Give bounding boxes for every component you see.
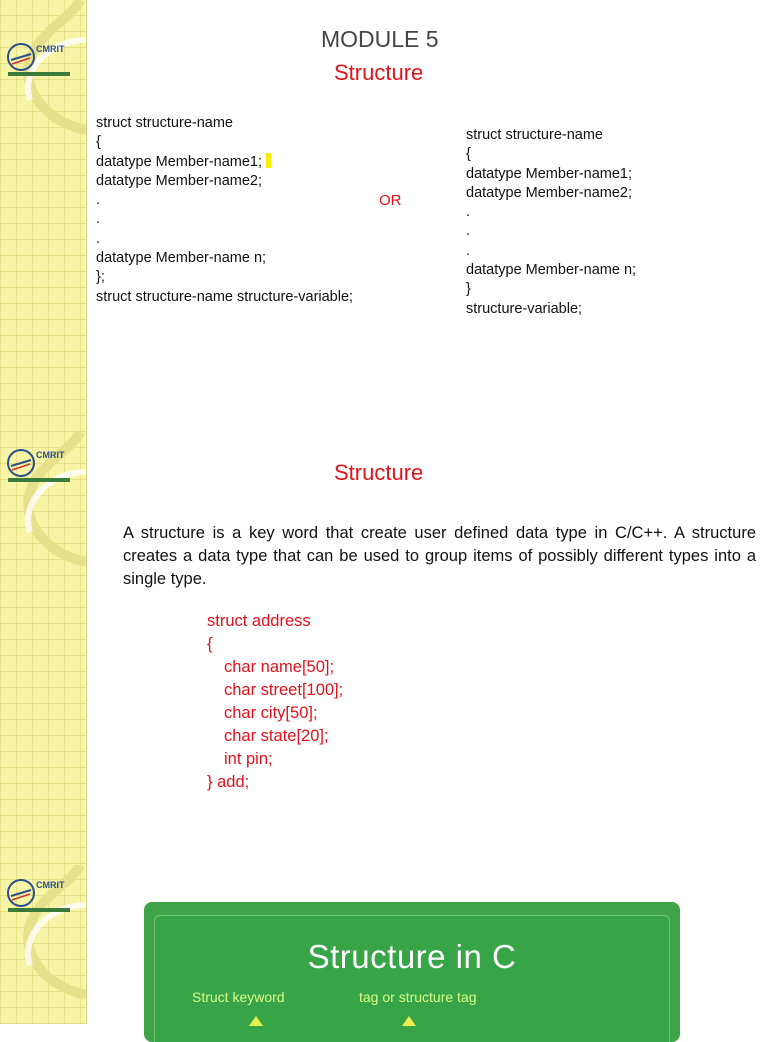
- syntax-line: datatype Member-name1;: [96, 153, 353, 172]
- code-line: int pin;: [224, 750, 273, 768]
- syntax-line: .: [466, 242, 471, 259]
- syntax-line: };: [96, 269, 105, 286]
- logo-text: CMRIT: [36, 450, 65, 460]
- syntax-line: {: [96, 134, 101, 151]
- syntax-line: struct structure-name: [96, 115, 233, 131]
- syntax-line: .: [466, 223, 471, 240]
- logo-emblem-icon: [6, 878, 36, 908]
- sidebar-strip: [0, 0, 87, 1024]
- logo-bar: [8, 478, 70, 482]
- structure-in-c-banner: [144, 902, 680, 1042]
- syntax-line: .: [96, 211, 101, 228]
- banner-label-tag: tag or structure tag: [359, 989, 477, 1005]
- arrow-up-icon: [249, 1016, 263, 1026]
- code-line: char state[20];: [224, 727, 329, 745]
- syntax-line: .: [466, 204, 471, 221]
- college-logo: [6, 42, 70, 76]
- logo-bar: [8, 72, 70, 76]
- syntax-line: datatype Member-name n;: [96, 250, 267, 267]
- or-label: OR: [379, 192, 402, 209]
- syntax-line: .: [96, 230, 101, 247]
- syntax-line: .: [96, 192, 101, 209]
- definition-paragraph: A structure is a key word that create user defined data type in C/C++. A structure creates a data type that can be used to group items of possibly different types into a single type.: [123, 524, 756, 588]
- syntax-left-block: [96, 114, 353, 307]
- code-line: char street[100];: [224, 681, 344, 699]
- text-cursor-highlight: [266, 153, 271, 168]
- syntax-line: datatype Member-name2;: [96, 172, 263, 189]
- logo-emblem-icon: [6, 448, 36, 478]
- logo-text: CMRIT: [36, 880, 65, 890]
- syntax-line: datatype Member-name2;: [466, 184, 633, 201]
- banner-label-keyword: Struct keyword: [192, 989, 285, 1005]
- syntax-line: datatype Member-name n;: [466, 262, 637, 279]
- arrow-up-icon: [402, 1016, 416, 1026]
- section-title: Structure: [334, 460, 424, 485]
- college-logo: [6, 448, 70, 482]
- syntax-right-block: [466, 126, 636, 319]
- logo-emblem-icon: [6, 42, 36, 72]
- module-heading: MODULE 5: [321, 26, 439, 52]
- syntax-line: struct structure-name: [466, 127, 603, 143]
- syntax-line: }: [466, 281, 471, 298]
- banner-title: Structure in C: [307, 938, 517, 975]
- banner-panel: [154, 915, 670, 1042]
- syntax-line: {: [466, 146, 471, 163]
- code-line: struct address: [207, 612, 311, 630]
- code-line: } add;: [207, 773, 250, 791]
- code-line: char name[50];: [224, 658, 335, 676]
- code-example: [207, 610, 343, 794]
- page-title: Structure: [334, 60, 424, 85]
- logo-bar: [8, 908, 70, 912]
- syntax-line: datatype Member-name1;: [466, 165, 633, 182]
- code-line: {: [207, 635, 213, 653]
- syntax-line: structure-variable;: [466, 300, 583, 317]
- code-line: char city[50];: [224, 704, 318, 722]
- logo-text: CMRIT: [36, 44, 65, 54]
- syntax-line: struct structure-name structure-variable;: [96, 288, 354, 305]
- college-logo: [6, 878, 70, 912]
